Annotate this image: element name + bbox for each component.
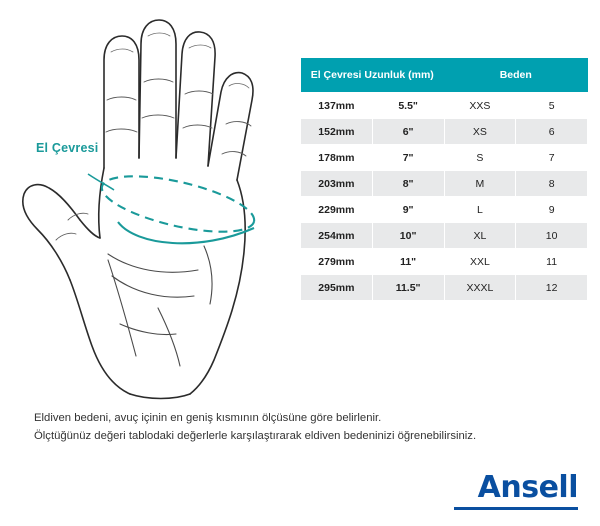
table-cell-mm: 203mm [301, 171, 373, 197]
table-cell-letter: XL [444, 223, 516, 249]
table-cell-mm: 152mm [301, 119, 373, 145]
table-cell-mm: 137mm [301, 93, 373, 119]
table-cell-inch: 8" [372, 171, 444, 197]
table-cell-number: 8 [516, 171, 588, 197]
table-cell-letter: XXL [444, 249, 516, 275]
size-table-body [301, 93, 588, 301]
table-cell-letter: XXS [444, 93, 516, 119]
size-table-container [300, 58, 588, 301]
header-circumference: El Çevresi Uzunluk (mm) [301, 58, 445, 93]
table-row [301, 223, 588, 249]
table-cell-number: 7 [516, 145, 588, 171]
table-row [301, 171, 588, 197]
table-row [301, 249, 588, 275]
table-cell-inch: 11.5" [372, 275, 444, 301]
size-table [300, 58, 588, 301]
circumference-ellipse [97, 165, 259, 243]
header-size: Beden [444, 58, 588, 93]
table-cell-number: 5 [516, 93, 588, 119]
table-cell-inch: 6" [372, 119, 444, 145]
table-cell-letter: XXXL [444, 275, 516, 301]
ansell-logo [454, 470, 578, 510]
logo-wordmark: Ansell [477, 470, 578, 505]
table-cell-inch: 10" [372, 223, 444, 249]
table-cell-letter: XS [444, 119, 516, 145]
table-cell-inch: 5.5" [372, 93, 444, 119]
table-header-row [301, 58, 588, 93]
table-cell-letter: S [444, 145, 516, 171]
table-row [301, 93, 588, 119]
table-cell-inch: 7" [372, 145, 444, 171]
table-cell-mm: 178mm [301, 145, 373, 171]
table-cell-mm: 254mm [301, 223, 373, 249]
size-table-head [301, 58, 588, 93]
table-row [301, 145, 588, 171]
hand-outline-svg [8, 8, 296, 406]
table-cell-mm: 279mm [301, 249, 373, 275]
table-row [301, 119, 588, 145]
hand-illustration [8, 8, 296, 406]
table-cell-letter: M [444, 171, 516, 197]
table-cell-number: 11 [516, 249, 588, 275]
table-cell-inch: 9" [372, 197, 444, 223]
table-cell-letter: L [444, 197, 516, 223]
table-cell-number: 9 [516, 197, 588, 223]
table-cell-number: 10 [516, 223, 588, 249]
table-cell-mm: 295mm [301, 275, 373, 301]
table-cell-number: 6 [516, 119, 588, 145]
note-line-2: Ölçtüğünüz değeri tablodaki değerlerle karşılaştırarak eldiven bedeninizi öğrenebilirsiniz. [34, 430, 477, 443]
table-row [301, 275, 588, 301]
note-line-1: Eldiven bedeni, avuç içinin en geniş kısmının ölçüsüne göre belirlenir. [34, 412, 382, 424]
instruction-note [34, 409, 574, 446]
table-cell-inch: 11" [372, 249, 444, 275]
table-row [301, 197, 588, 223]
table-cell-number: 12 [516, 275, 588, 301]
table-cell-mm: 229mm [301, 197, 373, 223]
logo-underline [454, 507, 578, 510]
circumference-label: El Çevresi [36, 141, 99, 155]
